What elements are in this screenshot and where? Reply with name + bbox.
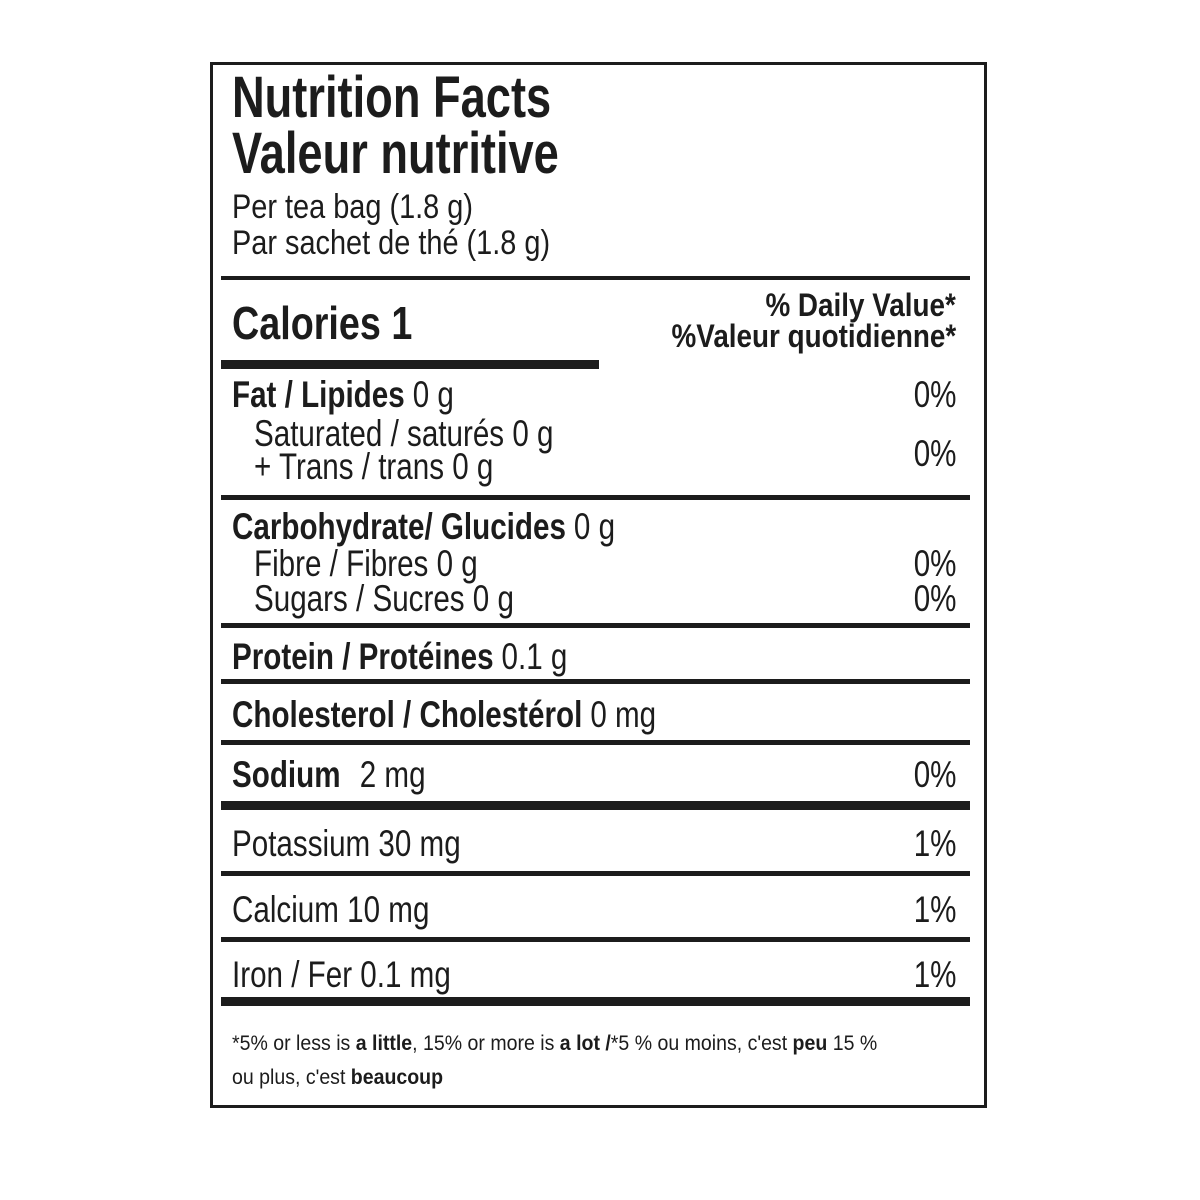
fat-amount: 0 g	[412, 374, 454, 415]
nutrient-row-sugars	[232, 578, 956, 619]
potassium-label: Potassium 30 mg	[232, 823, 461, 864]
divider-above-sodium	[221, 740, 970, 745]
protein-amount: 0.1 g	[501, 636, 568, 677]
nutrient-row-fibre	[232, 543, 956, 584]
carbohydrate-amount: 0 g	[573, 506, 616, 547]
calories	[232, 298, 452, 348]
serving-english	[232, 189, 606, 225]
divider-above-protein	[221, 623, 970, 628]
daily-value-header-french	[629, 318, 956, 354]
sodium-amount: 2 mg	[359, 754, 426, 795]
title-french	[232, 121, 651, 186]
footnote-line-2	[232, 1061, 905, 1095]
daily-value-footnote	[232, 1027, 956, 1095]
cholesterol-name: Cholesterol / Cholestérol	[232, 694, 583, 735]
protein-label	[232, 636, 568, 677]
serving-size	[232, 189, 606, 261]
sugars-label: Sugars / Sucres 0 g	[254, 578, 514, 619]
trans-line	[254, 446, 628, 487]
sodium-label	[232, 754, 426, 795]
nutrient-row-saturated-trans	[254, 413, 628, 487]
nutrient-row-potassium	[232, 823, 956, 864]
calcium-daily-value: 1%	[913, 889, 956, 930]
divider-below-serving	[221, 276, 970, 280]
sodium-daily-value: 0%	[913, 754, 956, 795]
iron-daily-value: 1%	[913, 954, 956, 995]
footnote-text: ou plus, c'est	[232, 1066, 351, 1089]
nutrient-row-cholesterol	[232, 694, 956, 735]
divider-above-carbohydrate	[221, 495, 970, 500]
protein-name: Protein / Protéines	[232, 636, 494, 677]
label-title	[232, 65, 651, 186]
footnote-text-bold: a little	[355, 1032, 413, 1055]
footnote-text: 15 %	[827, 1032, 878, 1055]
daily-value-header-english	[629, 287, 956, 323]
footnote-text: *5% or less is	[232, 1032, 356, 1055]
nutrient-row-protein	[232, 636, 956, 677]
saturated-trans-daily-value-wrap	[903, 433, 956, 474]
footnote-text-bold: a lot /	[559, 1032, 611, 1055]
carbohydrate-label	[232, 506, 616, 547]
title-english	[232, 65, 651, 130]
cholesterol-label	[232, 694, 657, 735]
saturated-text: Saturated / saturés 0 g	[254, 413, 554, 454]
footnote-line-1	[232, 1027, 905, 1061]
nutrient-row-fat	[232, 374, 956, 415]
saturated-trans-daily-value: 0%	[913, 433, 956, 474]
divider-above-potassium-thick	[221, 801, 970, 810]
fibre-label: Fibre / Fibres 0 g	[254, 543, 478, 584]
serving-french	[232, 225, 606, 261]
nutrition-facts-label	[210, 62, 987, 1108]
nutrient-row-iron	[232, 954, 956, 995]
sugars-daily-value: 0%	[913, 578, 956, 619]
fibre-daily-value: 0%	[913, 543, 956, 584]
iron-label: Iron / Fer 0.1 mg	[232, 954, 451, 995]
calcium-label: Calcium 10 mg	[232, 889, 430, 930]
title-french-text: Valeur nutritive	[232, 121, 559, 186]
nutrient-row-carbohydrate	[232, 506, 956, 547]
daily-value-header	[629, 287, 956, 354]
fat-name: Fat / Lipides	[232, 374, 405, 415]
calories-text: Calories 1	[232, 297, 413, 349]
trans-text: + Trans / trans 0 g	[254, 446, 494, 487]
title-english-text: Nutrition Facts	[232, 65, 552, 130]
calories-underline-bar	[221, 360, 599, 369]
potassium-daily-value: 1%	[913, 823, 956, 864]
fat-daily-value: 0%	[913, 374, 956, 415]
sodium-name: Sodium	[232, 754, 341, 795]
divider-above-iron	[221, 937, 970, 942]
divider-above-footnote-thick	[221, 997, 970, 1006]
nutrient-row-calcium	[232, 889, 956, 930]
divider-above-calcium	[221, 871, 970, 876]
divider-above-cholesterol	[221, 679, 970, 684]
fat-label	[232, 374, 454, 415]
footnote-text-bold: peu	[792, 1032, 828, 1055]
daily-value-header-french-text: %Valeur quotidienne*	[671, 318, 956, 354]
nutrient-row-sodium	[232, 754, 956, 795]
cholesterol-amount: 0 mg	[590, 694, 657, 735]
serving-french-text: Par sachet de thé (1.8 g)	[232, 224, 551, 262]
carbohydrate-name: Carbohydrate/ Glucides	[232, 506, 566, 547]
daily-value-header-english-text: % Daily Value*	[765, 287, 956, 323]
serving-english-text: Per tea bag (1.8 g)	[232, 188, 473, 226]
footnote-text: *5 % ou moins, c'est	[610, 1032, 793, 1055]
footnote-text: , 15% or more is	[412, 1032, 560, 1055]
footnote-text-bold: beaucoup	[350, 1066, 444, 1089]
